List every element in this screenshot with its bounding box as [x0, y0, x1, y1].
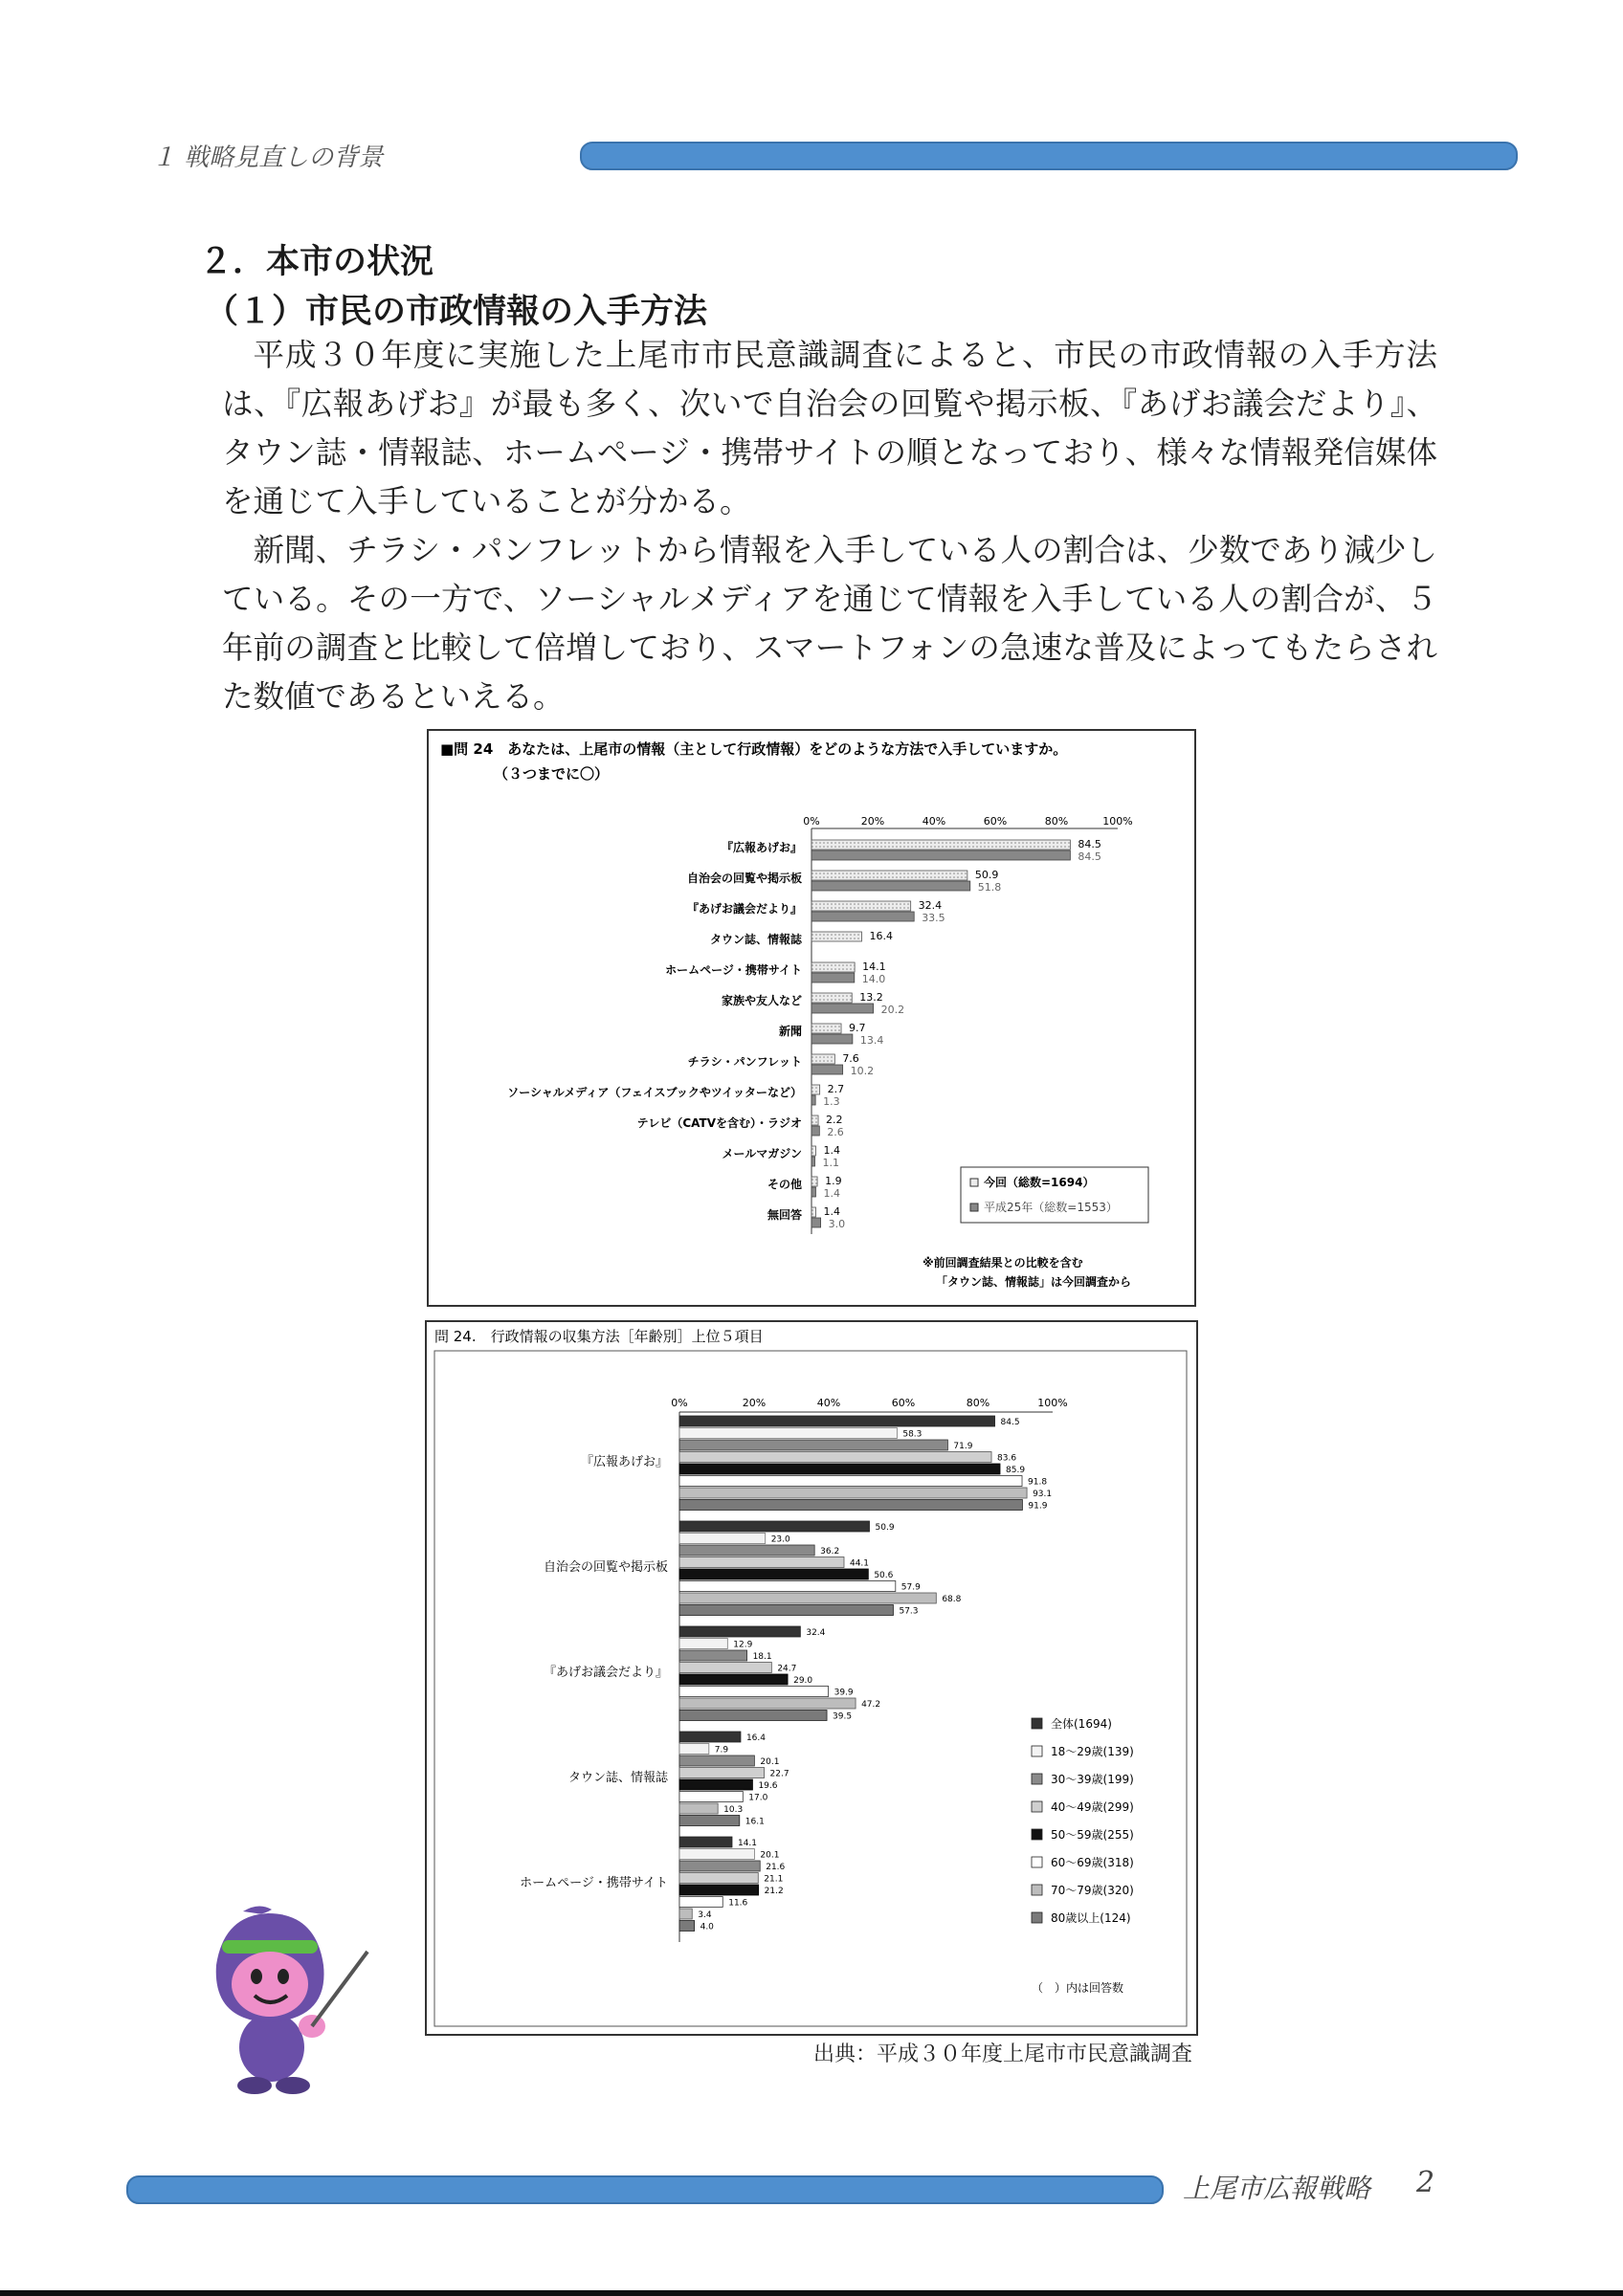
value-label-previous: 13.4	[859, 1034, 884, 1047]
mascot-image	[205, 1904, 387, 2099]
legend-label: 70～79歳(320)	[1051, 1884, 1134, 1897]
value-label: 93.1	[1033, 1490, 1053, 1499]
value-label-current: 50.9	[974, 869, 999, 881]
value-label-current: 13.2	[859, 991, 883, 1004]
value-label: 20.1	[760, 1850, 780, 1861]
figure-age-breakdown	[425, 1320, 1198, 2036]
bar	[679, 1534, 766, 1544]
value-label-current: 1.4	[823, 1205, 840, 1218]
value-label-previous: 1.1	[822, 1157, 840, 1169]
value-label-previous: 2.6	[827, 1126, 844, 1138]
source-citation: 出典：平成３０年度上尾市市民意識調査	[812, 2042, 1192, 2066]
bar	[679, 1711, 827, 1721]
bar	[679, 1605, 893, 1616]
category-label: タウン誌、情報誌	[709, 933, 802, 946]
tick-label: 0%	[671, 1397, 688, 1409]
bar	[679, 1569, 868, 1579]
bar	[679, 1650, 747, 1661]
bar-current	[812, 1024, 841, 1033]
bar-previous	[812, 1004, 874, 1013]
value-label: 57.3	[899, 1606, 919, 1617]
chart-subtitle: （３つまでに〇）	[494, 765, 610, 783]
chart-note: （ ）内は回答数	[1032, 1981, 1124, 1995]
legend-label: 30～39歳(199)	[1051, 1773, 1134, 1786]
value-label: 10.3	[723, 1805, 744, 1815]
bar	[679, 1500, 1022, 1511]
category-label: タウン誌、情報誌	[567, 1771, 668, 1785]
value-label-previous: 14.0	[861, 973, 886, 985]
category-label: 新聞	[778, 1025, 802, 1038]
value-label: 50.9	[875, 1523, 895, 1533]
legend-swatch	[1032, 1912, 1042, 1923]
bar	[679, 1639, 727, 1649]
bar-previous	[812, 1218, 821, 1227]
value-label-previous: 1.4	[823, 1187, 840, 1200]
value-label: 24.7	[777, 1664, 797, 1674]
chart-title: ■問 24 あなたは、上尾市の情報（主として行政情報）をどのような方法で入手していますか。	[440, 740, 1068, 758]
value-label: 14.1	[737, 1839, 758, 1848]
value-label: 39.9	[834, 1688, 854, 1698]
value-label-previous: 33.5	[922, 912, 945, 924]
bar	[679, 1476, 1022, 1487]
legend-swatch	[1032, 1857, 1042, 1867]
bar	[679, 1557, 844, 1568]
bar	[679, 1440, 947, 1450]
tick-label: 40%	[816, 1397, 841, 1409]
value-label: 50.6	[874, 1571, 894, 1580]
tick-label: 40%	[922, 815, 946, 828]
category-label: メールマガジン	[722, 1147, 802, 1160]
value-label: 18.1	[752, 1652, 772, 1662]
bar-current	[812, 962, 855, 972]
value-label: 20.1	[760, 1757, 780, 1767]
bar-current	[812, 840, 1070, 850]
paragraph-2: 新聞、チラシ・パンフレットから情報を入手している人の割合は、少数であり減少している。その一方で、ソーシャルメディアを通じて情報を入手している人の割合が、５年前の調査と比較して倍増しており、スマートフォンの急速な普及によってもたらされた数値であるといえる。	[222, 532, 1437, 715]
value-label-current: 16.4	[869, 930, 893, 942]
value-label-previous: 1.3	[823, 1095, 840, 1108]
bar	[679, 1428, 897, 1439]
value-label-current: 7.6	[842, 1052, 859, 1065]
value-label: 12.9	[733, 1640, 753, 1650]
chart-note: ※前回調査結果との比較を含む	[923, 1256, 1083, 1269]
value-label-previous: 84.5	[1078, 850, 1101, 863]
category-label: 自治会の回覧や掲示板	[543, 1560, 668, 1575]
value-label-current: 84.5	[1078, 838, 1101, 850]
bar	[679, 1732, 741, 1742]
bar-previous	[812, 1187, 815, 1197]
value-label: 21.2	[764, 1887, 784, 1896]
bar-previous	[812, 912, 914, 921]
category-label: その他	[767, 1178, 802, 1191]
bar-previous	[812, 1126, 819, 1136]
value-label: 4.0	[700, 1922, 714, 1932]
value-label-current: 1.9	[825, 1175, 842, 1187]
value-label: 91.9	[1028, 1501, 1048, 1512]
bar	[679, 1816, 740, 1826]
bar	[679, 1909, 692, 1919]
subsection-title: （１）市民の市政情報の入手方法	[205, 293, 708, 331]
value-label-previous: 20.2	[880, 1004, 905, 1016]
legend-swatch	[1032, 1746, 1042, 1756]
value-label: 83.6	[997, 1453, 1017, 1464]
category-label: 『あげお議会だより』	[543, 1666, 668, 1680]
legend-label: 40～49歳(299)	[1051, 1800, 1134, 1814]
bar-previous	[812, 1095, 815, 1105]
value-label-previous: 10.2	[850, 1065, 875, 1077]
tick-label: 20%	[742, 1397, 767, 1409]
value-label: 21.1	[764, 1874, 784, 1885]
bar	[679, 1861, 760, 1871]
legend-label: 全体(1694)	[1051, 1717, 1112, 1731]
value-label: 44.1	[849, 1558, 870, 1569]
value-label: 47.2	[861, 1700, 881, 1710]
legend-swatch	[1032, 1829, 1042, 1840]
value-label: 21.6	[766, 1863, 786, 1872]
value-label: 68.8	[942, 1595, 962, 1604]
bar	[679, 1768, 765, 1778]
category-label: 『あげお議会だより』	[686, 902, 802, 916]
bar	[679, 1581, 896, 1592]
bar	[679, 1626, 800, 1637]
category-label: ソーシャルメディア（フェイスブックやツイッターなど）	[507, 1086, 802, 1099]
bar	[679, 1755, 754, 1766]
tick-label: 60%	[983, 815, 1008, 828]
value-label: 7.9	[714, 1745, 729, 1755]
bar	[679, 1593, 936, 1603]
value-label-current: 9.7	[849, 1022, 866, 1034]
value-label: 32.4	[806, 1628, 826, 1638]
value-label-previous: 51.8	[977, 881, 1002, 894]
bar	[679, 1698, 856, 1709]
value-label: 36.2	[820, 1547, 840, 1556]
bar-current	[812, 1207, 815, 1217]
category-label: ホームページ・携帯サイト	[520, 1876, 668, 1890]
legend-swatch	[1032, 1801, 1042, 1812]
legend-swatch	[1032, 1718, 1042, 1729]
category-label: 家族や友人など	[721, 994, 802, 1007]
bar-current	[812, 1177, 817, 1186]
bar-current	[812, 1146, 815, 1156]
body-text	[222, 331, 1437, 721]
bar-previous	[812, 1157, 815, 1166]
value-label: 23.0	[770, 1534, 790, 1545]
bar	[679, 1921, 695, 1932]
value-label: 17.0	[748, 1793, 768, 1803]
legend-label: 50～59歳(255)	[1051, 1828, 1134, 1842]
bar	[679, 1849, 754, 1860]
bar	[679, 1873, 758, 1884]
legend-label: 18～29歳(139)	[1051, 1745, 1134, 1758]
figure-survey-comparison	[427, 729, 1196, 1307]
legend-swatch-previous	[970, 1203, 978, 1211]
bar-current	[812, 932, 861, 941]
value-label-current: 2.2	[826, 1114, 843, 1126]
legend-swatch	[1032, 1885, 1042, 1895]
value-label: 58.3	[902, 1429, 923, 1440]
bar	[679, 1452, 991, 1463]
bar	[679, 1744, 709, 1755]
footer-title: 上尾市広報戦略	[1183, 2173, 1371, 2204]
bottom-rule	[0, 2290, 1623, 2296]
bar	[679, 1674, 788, 1685]
page-number: 2	[1416, 2166, 1435, 2199]
value-label: 57.9	[900, 1582, 921, 1593]
value-label-current: 2.7	[827, 1083, 845, 1095]
bar-current	[812, 871, 967, 880]
value-label: 11.6	[728, 1898, 748, 1909]
bar	[679, 1521, 870, 1532]
bar	[679, 1687, 829, 1697]
bar	[679, 1416, 995, 1426]
category-label: 自治会の回覧や掲示板	[686, 872, 802, 885]
tick-label: 100%	[1102, 815, 1133, 828]
bar	[679, 1837, 732, 1847]
bar	[679, 1663, 771, 1673]
chart-title: 問 24. 行政情報の収集方法［年齢別］上位５項目	[434, 1328, 764, 1345]
paragraph-1: 平成３０年度に実施した上尾市市民意識調査によると、市民の市政情報の入手方法は、『広報あげお』が最も多く、次いで自治会の回覧や掲示板、『あげお議会だより』、タウン誌・情報誌、ホームページ・携帯サイトの順となっており、様々な情報発信媒体を通じて入手していることが分かる。	[222, 337, 1437, 519]
header-band	[580, 142, 1518, 170]
bar-previous	[812, 1065, 843, 1074]
section-title: ２．本市の状況	[199, 243, 434, 281]
category-label: チラシ・パンフレット	[687, 1055, 802, 1069]
value-label: 16.1	[745, 1817, 765, 1827]
tick-label: 60%	[891, 1397, 916, 1409]
chapter-label: １ 戦略見直しの背景	[151, 144, 384, 172]
value-label-current: 32.4	[918, 899, 943, 912]
category-label: 『広報あげお』	[721, 841, 802, 854]
chart-survey-comparison	[429, 731, 1194, 1305]
bar-previous	[812, 881, 970, 891]
bar-previous	[812, 1034, 853, 1044]
legend-label: 60～69歳(318)	[1051, 1856, 1134, 1869]
value-label-current: 14.1	[862, 960, 886, 973]
legend-swatch-current	[970, 1179, 978, 1186]
bar	[679, 1545, 814, 1556]
value-label: 16.4	[745, 1733, 767, 1743]
value-label: 71.9	[953, 1442, 973, 1451]
legend-label-previous: 平成25年（総数=1553）	[984, 1201, 1118, 1214]
category-label: ホームページ・携帯サイト	[665, 963, 802, 977]
bar-current	[812, 901, 911, 911]
value-label: 22.7	[769, 1769, 789, 1779]
value-label: 91.8	[1028, 1477, 1048, 1488]
value-label: 39.5	[833, 1711, 853, 1722]
category-label: 『広報あげお』	[580, 1455, 668, 1469]
value-label-previous: 3.0	[828, 1218, 846, 1230]
value-label: 84.5	[1000, 1418, 1020, 1427]
legend-label-current: 今回（総数=1694）	[984, 1176, 1095, 1189]
bar-current	[812, 993, 852, 1003]
bar	[679, 1885, 759, 1895]
bar-current	[812, 1085, 820, 1094]
bar	[679, 1488, 1027, 1498]
bar	[679, 1779, 752, 1790]
bar	[679, 1803, 718, 1814]
value-label: 85.9	[1006, 1466, 1026, 1475]
bar	[679, 1897, 723, 1908]
chart-age-breakdown	[427, 1322, 1196, 2034]
category-label: 無回答	[767, 1208, 802, 1222]
tick-label: 100%	[1037, 1397, 1068, 1409]
tick-label: 80%	[1044, 815, 1069, 828]
bar-previous	[812, 973, 855, 982]
bar	[679, 1792, 743, 1802]
tick-label: 0%	[803, 815, 820, 828]
chart-note: 「タウン誌、情報誌」は今回調査から	[936, 1275, 1132, 1289]
legend-label: 80歳以上(124)	[1051, 1911, 1131, 1925]
value-label-current: 1.4	[823, 1144, 840, 1157]
bar-current	[812, 1054, 834, 1064]
legend-swatch	[1032, 1774, 1042, 1784]
tick-label: 20%	[860, 815, 885, 828]
bar-current	[812, 1115, 818, 1125]
footer-band	[126, 2175, 1164, 2204]
value-label: 3.4	[698, 1910, 712, 1920]
value-label: 29.0	[793, 1676, 813, 1686]
category-label: テレビ（CATVを含む）・ラジオ	[636, 1116, 802, 1130]
value-label: 19.6	[758, 1781, 778, 1791]
bar	[679, 1464, 1000, 1474]
tick-label: 80%	[966, 1397, 990, 1409]
bar-previous	[812, 850, 1070, 860]
